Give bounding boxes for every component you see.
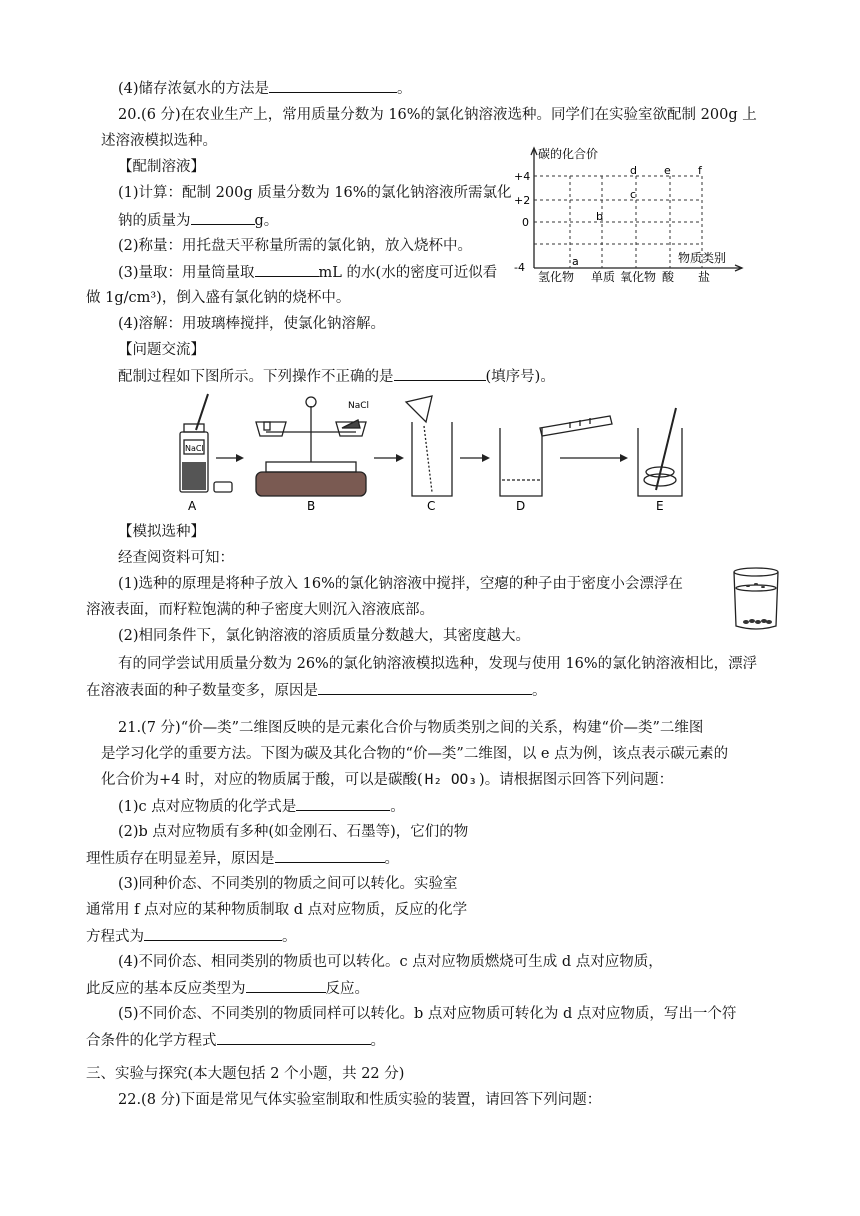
q20-qa-question: 配制过程如下图所示。下列操作不正确的是 (填序号)。 [118, 366, 555, 387]
q21-head-line2: 是学习化学的重要方法。下图为碳及其化合物的“价—类”二维图，以 e 点为例，该点表示碳元素的 [101, 746, 729, 762]
y-tick: +4 [514, 170, 531, 183]
answer-blank[interactable] [394, 366, 486, 381]
y-tick: 0 [522, 216, 529, 229]
q20-sim-intro: 经查阅资料可知： [118, 550, 234, 566]
q21-q5-line1: (5)不同价态、不同类别的物质同样可以转化。b 点对应物质可转化为 d 点对应物质，写出一个符 [118, 1006, 737, 1022]
point-b: b [596, 210, 603, 223]
q21-head-line1: 21.(7 分)“价—类”二维图反映的是元素化合价与物质类别之间的关系，构建“价—类”二维图 [118, 720, 704, 736]
label-b: B [307, 499, 316, 513]
q20-step3-line1: (3)量取：用量筒量取 mL 的水(水的密度可近似看 [118, 262, 497, 283]
q21-q2-line2: 理性质存在明显差异，原因是 。 [86, 848, 399, 869]
q20-head-line2: 述溶液模拟选种。 [101, 133, 217, 149]
beaker-c [406, 396, 452, 496]
q20-step1-line2: 钠的质量为 g。 [118, 210, 278, 231]
q21-q5-line2: 合条件的化学方程式 。 [86, 1030, 385, 1051]
q20-head-line1: 20.(6 分)在农业生产上，常用质量分数为 16%的氯化钠溶液选种。同学们在实验室欲配制 200g 上 [118, 107, 757, 123]
answer-blank[interactable] [246, 978, 326, 993]
point-f: f [698, 164, 702, 177]
answer-blank[interactable] [217, 1030, 371, 1045]
y-tick: -4 [514, 261, 525, 274]
q20-sim2: (2)相同条件下，氯化钠溶液的溶质质量分数越大，其密度越大。 [118, 628, 531, 644]
answer-blank[interactable] [191, 210, 255, 225]
q21-q4-line1: (4)不同价态、相同类别的物质也可以转化。c 点对应物质燃烧可生成 d 点对应物质， [118, 954, 663, 970]
q20-sim3-line2: 在溶液表面的种子数量变多，原因是 。 [86, 680, 547, 701]
q21-q1: (1)c 点对应物质的化学式是 。 [118, 796, 405, 817]
carbonic-acid-formula: H₂ OO₃ [424, 772, 478, 788]
q20-step4: (4)溶解：用玻璃棒搅拌，使氯化钠溶解。 [118, 316, 386, 332]
q20-step2: (2)称量：用托盘天平称量所需的氯化钠，放入烧杯中。 [118, 238, 473, 254]
apparatus-figure [170, 392, 730, 514]
answer-blank[interactable] [275, 848, 385, 863]
point-a: a [572, 255, 579, 268]
label-a: A [188, 499, 197, 513]
section-simulate-selection: 【模拟选种】 [118, 524, 205, 540]
q21-q4-line2: 此反应的基本反应类型为 反应。 [86, 978, 369, 999]
nacl-paper-label: NaCl [348, 401, 370, 411]
seed-beaker-figure [732, 564, 782, 634]
q21-q2-line1: (2)b 点对应物质有多种(如金刚石、石墨等)，它们的物 [118, 824, 469, 840]
answer-blank[interactable] [269, 78, 397, 93]
q21-q3-line1: (3)同种价态、不同类别的物质之间可以转化。实验室 [118, 876, 458, 892]
beaker-d [500, 416, 612, 496]
point-d: d [630, 164, 637, 177]
q20-step3-line2: 做 1g/cm³)，倒入盛有氯化钠的烧杯中。 [86, 290, 351, 306]
q22-head: 22.(8 分)下面是常见气体实验室制取和性质实验的装置，请回答下列问题： [118, 1092, 602, 1108]
nacl-reagent-jar [180, 394, 232, 492]
q20-sim3-line1: 有的同学尝试用质量分数为 26%的氯化钠溶液模拟选种，发现与使用 16%的氯化钠溶液相比，漂浮 [118, 656, 758, 672]
q21-q3-line2: 通常用 f 点对应的某种物质制取 d 点对应物质，反应的化学 [86, 902, 468, 918]
x-category: 氢化物 [538, 270, 575, 284]
q21-q3-line3: 方程式为 。 [86, 926, 297, 947]
y-tick: +2 [514, 194, 531, 207]
section3-title: 三、实验与探究(本大题包括 2 个小题，共 22 分) [86, 1066, 405, 1082]
q20-sim1-line1: (1)选种的原理是将种子放入 16%的氯化钠溶液中搅拌，空瘪的种子由于密度小会漂浮在 [118, 576, 683, 592]
label-c: C [427, 499, 436, 513]
x-category: 氧化物 [620, 270, 657, 284]
label-d: D [516, 499, 526, 513]
answer-blank[interactable] [144, 926, 282, 941]
section-question-exchange: 【问题交流】 [118, 342, 205, 358]
q19-item4: (4)储存浓氨水的方法是 。 [118, 78, 412, 99]
x-category: 酸 [662, 270, 675, 284]
valence-class-graph [512, 140, 752, 284]
q20-sim1-line2: 溶液表面，而籽粒饱满的种子密度大则沉入溶液底部。 [86, 602, 434, 618]
q21-head-line3: 化合价为+4 时，对应的物质属于酸，可以是碳酸( H₂ OO₃ )。请根据图示回答下列问题： [101, 772, 674, 788]
answer-blank[interactable] [296, 796, 390, 811]
graph-x-label: 物质类别 [678, 251, 727, 265]
section-prepare-solution: 【配制溶液】 [118, 159, 205, 175]
graph-y-label: 碳的化合价 [538, 147, 599, 161]
label-e: E [656, 499, 664, 513]
x-category: 盐 [698, 270, 711, 284]
beaker-e [638, 408, 682, 496]
nacl-jar-label: NaCl [185, 444, 204, 453]
point-e: e [664, 164, 671, 177]
answer-blank[interactable] [318, 680, 532, 695]
point-c: c [630, 188, 637, 201]
balance [256, 397, 366, 496]
answer-blank[interactable] [255, 262, 319, 277]
x-category: 单质 [591, 270, 616, 284]
q20-step1-line1: (1)计算：配制 200g 质量分数为 16%的氯化钠溶液所需氯化 [118, 185, 512, 201]
